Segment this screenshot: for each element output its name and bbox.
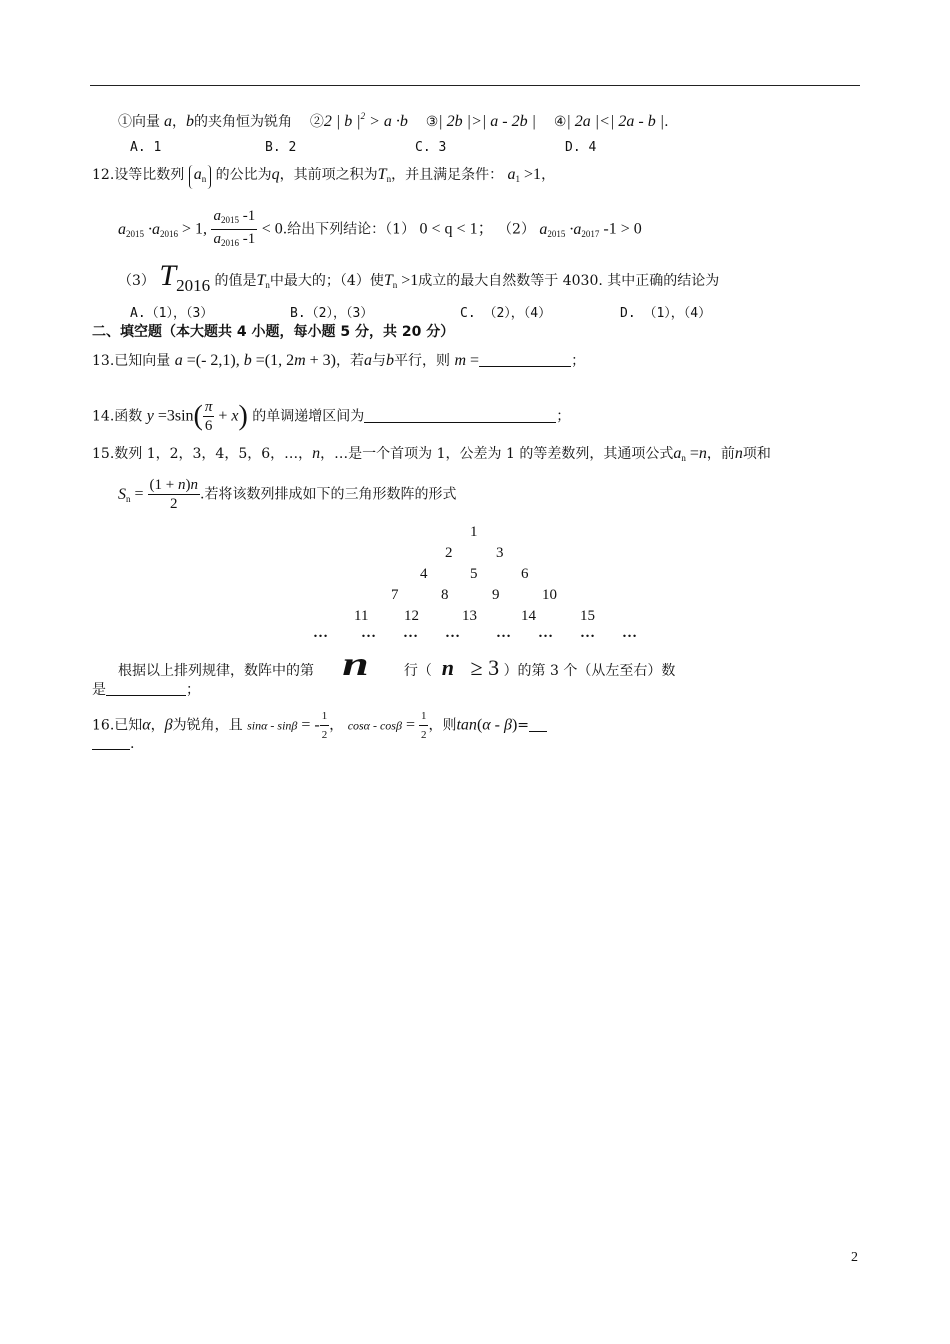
q16-text: 已知 (114, 717, 143, 734)
q13-line: 13.已知向量 a =(- 2,1), b =(1, 2m + 3)，若a与b平行，则 m = ； (92, 352, 586, 369)
q11-s1-text: ①向量 (118, 114, 160, 130)
q12-conclusion3-label: （3） (118, 273, 155, 289)
q15-text: 数列 1，2，3，4，5，6，…， (114, 446, 313, 462)
triangle-dots: … (445, 625, 461, 641)
q15-text2: ，…是一个首项为 1，公差为 1 的等差数列，其通项公式 (320, 446, 674, 462)
q16-line2 (92, 734, 134, 754)
q16-blank-a[interactable] (529, 717, 547, 732)
q12-cond2: .给出下列结论：（1） (282, 221, 416, 238)
q14-end: ； (556, 408, 571, 425)
q12-conclusion2-label: （2） (498, 221, 535, 238)
q14-blank[interactable] (364, 408, 556, 423)
q16-text2: 为锐角，且 (172, 717, 243, 734)
q11-choice-b: B. 2 (265, 140, 297, 155)
triangle-dots: … (580, 625, 596, 641)
q13-number: 13. (92, 353, 115, 369)
q15-answer-line (92, 680, 200, 700)
triangle-dots: … (361, 625, 377, 641)
q12-conclusion4-text: 成立的最大自然数等于 4030. 其中正确的结论为 (418, 273, 720, 289)
triangle-cell: 14 (521, 608, 536, 624)
triangle-dots: … (622, 625, 638, 641)
q14-text: 函数 (114, 408, 143, 425)
q13-blank[interactable] (479, 352, 571, 367)
q16-then: ，则 (428, 717, 457, 734)
q12-text3: ，其前项之积为 (279, 167, 378, 183)
q15-after4: 是 (92, 682, 106, 698)
q11-choice-c: C. 3 (415, 140, 447, 155)
triangle-cell: 5 (470, 566, 478, 582)
triangle-cell: 9 (492, 587, 500, 603)
q12-choice-b: B.（2），（3） (290, 306, 374, 321)
q13-text: 已知向量 (114, 353, 171, 369)
q15-line2: $S_n$ = $\frac{(1 + n)n}{2}$ .若将该数列排成如下的三角形数阵的形式 (118, 477, 457, 512)
q12-fraction: $\frac{a_{2015} -1}{a_{2016} -1}$ (213, 208, 256, 248)
q12-choice-d: D. （1），（4） (620, 306, 712, 321)
q12-text1: 设等比数列 (114, 167, 185, 183)
q11-s3-label: ③ (425, 114, 439, 130)
triangle-cell: 11 (354, 608, 369, 624)
q16-end: . (130, 736, 135, 752)
q15-after1: 根据以上排列规律，数阵中的第 (118, 663, 314, 679)
triangle-cell: 3 (496, 545, 504, 561)
q12-line1: 12.设等比数列 $a_n$ 的公比为q，其前项之积为$T_n$，并且满足条件： $a_1 >1$， (92, 165, 555, 189)
q11-s1b-text: 的夹角恒为锐角 (194, 114, 292, 130)
triangle-cell: 6 (521, 566, 529, 582)
q12-conclusion3-text: 的值是 (214, 273, 257, 289)
q14-number: 14. (92, 408, 115, 425)
triangle-dots: … (403, 625, 419, 641)
q15-number: 15. (92, 446, 115, 462)
triangle-cell: 4 (420, 566, 428, 582)
q13-mid: ，若 (336, 353, 365, 369)
q11-choice-a: A. 1 (130, 140, 162, 155)
q15-blank[interactable] (106, 681, 186, 696)
q16-line: 16.已知α，β为锐角，且 sinα - sinβ = - $\frac{1}{2}$ ， cosα - cosβ = $\frac{1}{2}$ ，则tan(α - β)= (92, 707, 547, 744)
q11-statements: ①向量 a，b的夹角恒为锐角 ②2 | b $|^2 > a \cdot b$ ③| 2b |>| a - 2b | ④| 2a |<| 2a - b |. (118, 111, 669, 130)
triangle-dots: … (538, 625, 554, 641)
triangle-dots: … (496, 625, 512, 641)
q12-line3: （3） T2016 的值是$T_n$中最大的；（4）使$T_n >1$成立的最大自然数等于 4030. 其中正确的结论为 (118, 259, 720, 295)
triangle-cell: 13 (462, 608, 477, 624)
triangle-cell: 1 (470, 524, 478, 540)
q15-text4: 项和 (742, 446, 771, 462)
q11-s4-label: ④ (553, 114, 567, 130)
q11-s2-label: ② (309, 114, 324, 130)
triangle-dots: … (313, 625, 329, 641)
triangle-cell: 10 (542, 587, 557, 603)
q15-text3: ，前 (706, 446, 735, 462)
q15-text5: .若将该数列排成如下的三角形数阵的形式 (200, 486, 457, 503)
header-rule (90, 85, 860, 86)
q15-after-line: 根据以上排列规律，数阵中的第 n 行（ n ≥ 3 ）的第 3 个（从左至右）数 (118, 646, 676, 683)
triangle-cell: 2 (445, 545, 453, 561)
q12-text4: ，并且满足条件： (391, 167, 504, 183)
q16-number: 16. (92, 717, 115, 734)
q12-conclusion3-text2: 中最大的；（4）使 (269, 273, 384, 289)
q12-choice-c: C. （2），（4） (460, 306, 552, 321)
q14-line: 14.函数 y =3sin( $\frac{\pi}{6}$ + x) 的单调递增区间为 ； (92, 399, 571, 434)
triangle-cell: 12 (404, 608, 419, 624)
q12-text2: 的公比为 (215, 167, 272, 183)
triangle-cell: 15 (580, 608, 595, 624)
q14-post: 的单调递增区间为 (252, 408, 365, 425)
q13-and: 与 (372, 353, 387, 369)
triangle-cell: 8 (441, 587, 449, 603)
q15-after5: ； (186, 682, 200, 698)
q12-choice-a: A.（1），（3） (130, 306, 214, 321)
section-heading: 二、填空题（本大题共 4 小题，每小题 5 分，共 20 分） (92, 324, 455, 340)
q15-line1: 15.数列 1，2，3，4，5，6，…，n，…是一个首项为 1，公差为 1 的等差数列，其通项公式$a_n =n$，前n项和 (92, 445, 771, 463)
triangle-cell: 7 (391, 587, 399, 603)
q15-after2: 行（ (403, 663, 432, 679)
q11-choice-d: D. 4 (565, 140, 597, 155)
q12-number: 12. (92, 167, 115, 183)
q12-conclusion1: 0 < q < 1； (419, 220, 494, 238)
page-number: 2 (851, 1250, 858, 1265)
q13-parallel: 平行，则 (394, 353, 451, 369)
q16-blank-b[interactable] (92, 735, 130, 750)
q15-after3: ）的第 3 个（从左至右）数 (503, 663, 676, 679)
q12-line2: $a_{2015} \cdot a_{2016} > 1$, $\frac{a_{2015} -1}{a_{2016} -1}$ < 0.给出下列结论：（1） 0 < q < 1； （2） $a_{2015} \cdot a_{2017}$ -1 > 0 (118, 207, 642, 252)
q13-end: ； (571, 353, 586, 369)
